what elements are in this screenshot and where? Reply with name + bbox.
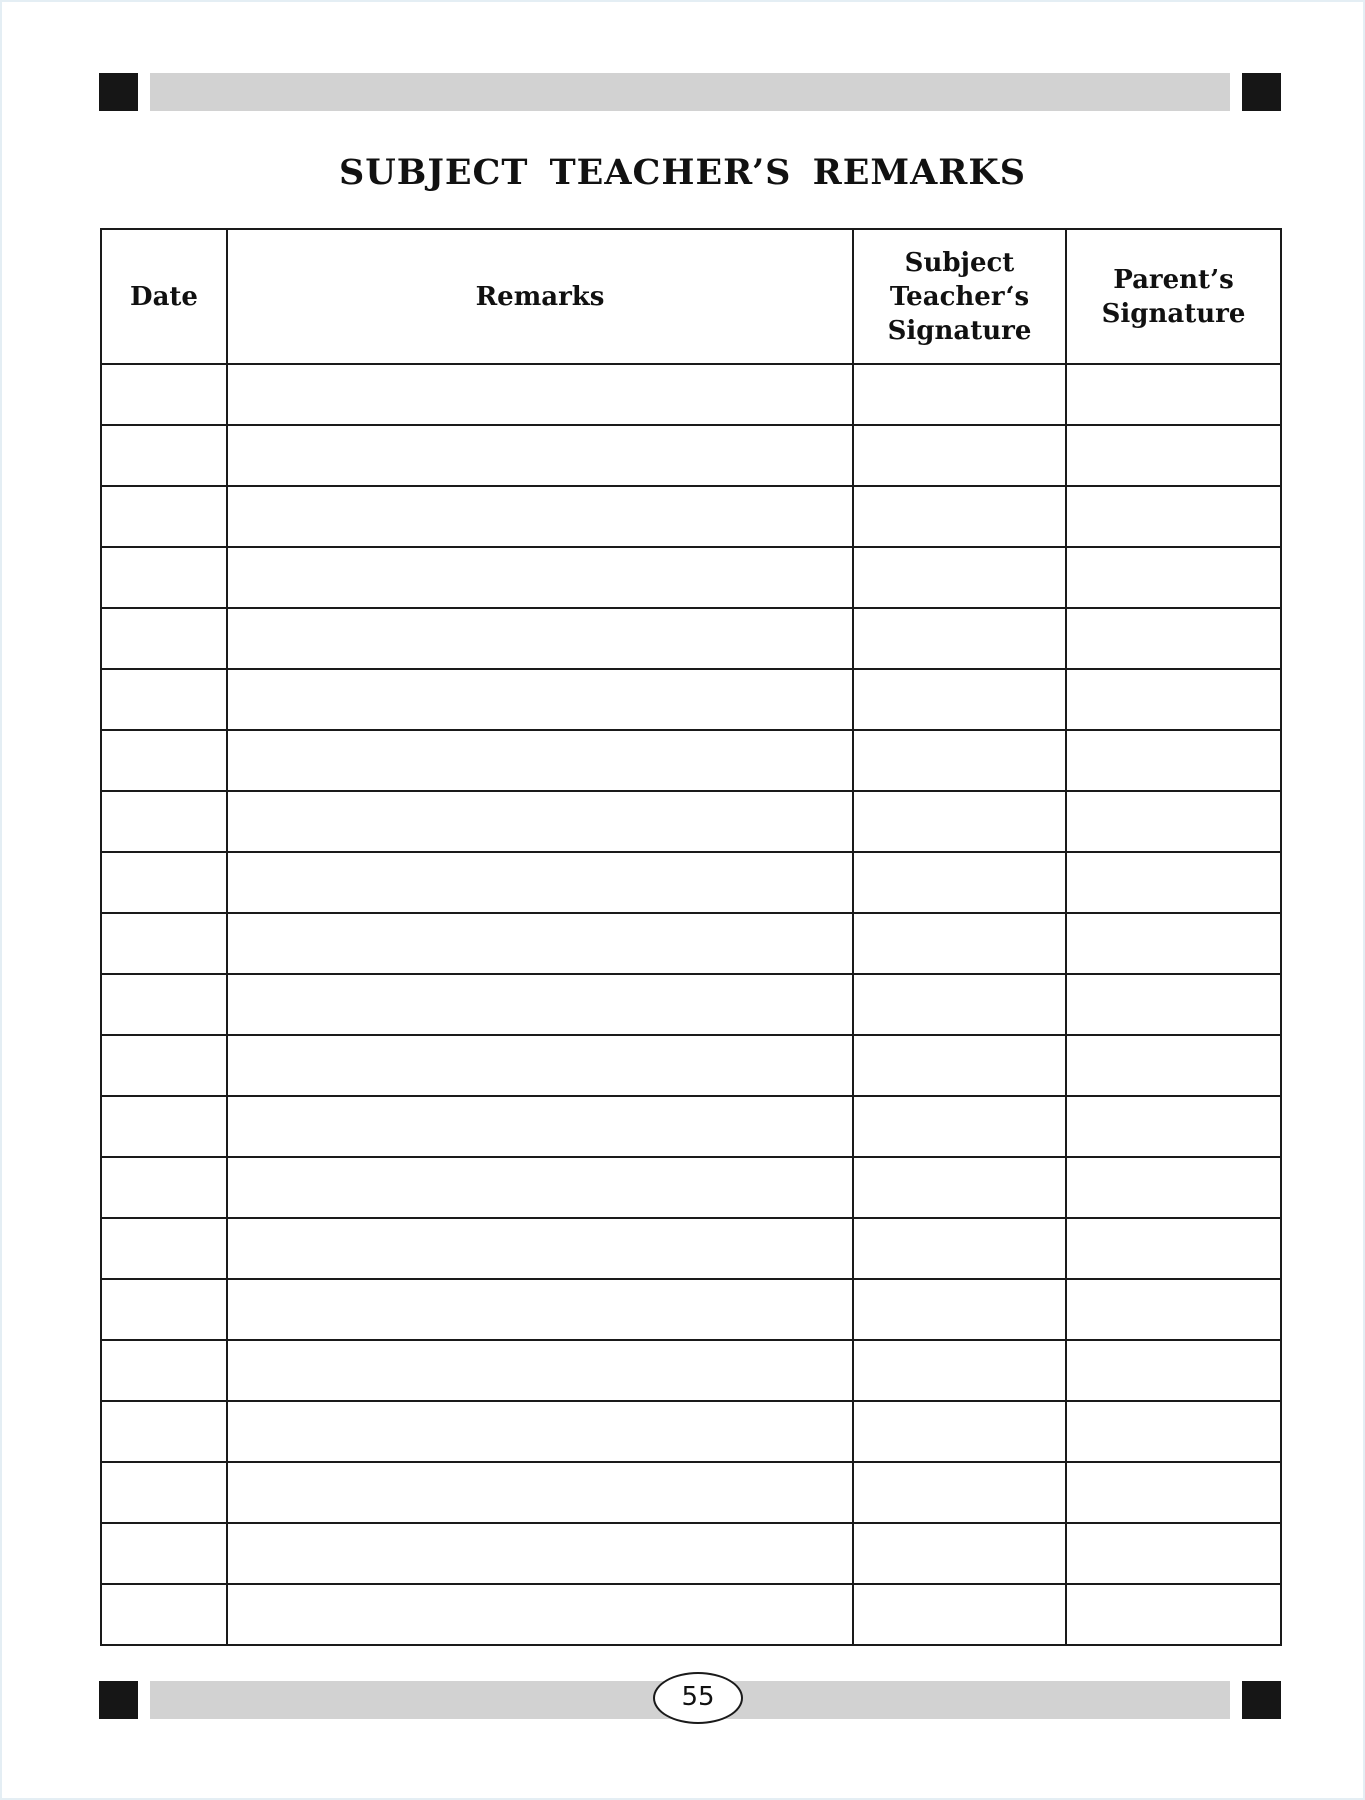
date-cell [101, 547, 227, 608]
remarks-cell [227, 486, 853, 547]
table-row [101, 791, 1281, 852]
date-cell [101, 913, 227, 974]
date-cell [101, 852, 227, 913]
parent-signature-cell [1066, 425, 1281, 486]
parent-signature-cell [1066, 791, 1281, 852]
teacher-signature-cell [853, 1584, 1066, 1645]
teacher-signature-cell [853, 1340, 1066, 1401]
remarks-cell [227, 547, 853, 608]
date-cell [101, 608, 227, 669]
date-cell [101, 730, 227, 791]
date-cell [101, 1462, 227, 1523]
teacher-signature-header-line: Subject [904, 247, 1015, 278]
parent-signature-cell [1066, 852, 1281, 913]
table-row [101, 669, 1281, 730]
teacher-signature-cell [853, 547, 1066, 608]
date-cell [101, 364, 227, 425]
parent-signature-cell [1066, 1401, 1281, 1462]
date-cell [101, 669, 227, 730]
teacher-signature-cell [853, 730, 1066, 791]
table-row [101, 852, 1281, 913]
parent-signature-cell [1066, 1523, 1281, 1584]
parent-signature-cell [1066, 1462, 1281, 1523]
remarks-cell [227, 1462, 853, 1523]
remarks-cell [227, 1584, 853, 1645]
teacher-signature-cell [853, 1462, 1066, 1523]
remarks-table [100, 228, 1282, 1646]
teacher-signature-cell [853, 1096, 1066, 1157]
bottom-right-square [1242, 1681, 1281, 1719]
table-row [101, 1462, 1281, 1523]
parent-signature-cell [1066, 974, 1281, 1035]
teacher-signature-cell [853, 852, 1066, 913]
table-row [101, 1218, 1281, 1279]
table-row [101, 1340, 1281, 1401]
date-cell [101, 1401, 227, 1462]
remarks-cell [227, 730, 853, 791]
table-row [101, 1401, 1281, 1462]
date-cell [101, 1584, 227, 1645]
teacher-signature-cell [853, 974, 1066, 1035]
date-cell [101, 1035, 227, 1096]
remarks-cell [227, 1035, 853, 1096]
header-row [101, 229, 1281, 364]
date-cell [101, 1096, 227, 1157]
date-cell [101, 486, 227, 547]
table-row [101, 1279, 1281, 1340]
remarks-cell [227, 1157, 853, 1218]
date-header-line: Date [130, 281, 198, 312]
parent-signature-column-header [1066, 229, 1281, 364]
teacher-signature-cell [853, 1279, 1066, 1340]
remarks-cell [227, 791, 853, 852]
remarks-header-line: Remarks [475, 281, 605, 312]
table-row [101, 1523, 1281, 1584]
date-cell [101, 1218, 227, 1279]
remarks-column-header [227, 229, 853, 364]
parent-signature-cell [1066, 669, 1281, 730]
top-left-square [99, 73, 138, 111]
date-cell [101, 425, 227, 486]
remarks-cell [227, 425, 853, 486]
top-decorative-band [99, 73, 1281, 111]
top-right-square [1242, 73, 1281, 111]
table-row [101, 1584, 1281, 1645]
date-column-header [101, 229, 227, 364]
top-gray-bar [150, 73, 1230, 111]
table-row [101, 730, 1281, 791]
parent-signature-cell [1066, 1584, 1281, 1645]
teacher-signature-cell [853, 486, 1066, 547]
table-row [101, 974, 1281, 1035]
teacher-signature-cell [853, 1035, 1066, 1096]
date-cell [101, 1157, 227, 1218]
table-row [101, 425, 1281, 486]
bottom-left-square [99, 1681, 138, 1719]
page-number: 55 [653, 1672, 743, 1724]
teacher-signature-header-line: Teacher‘s [889, 281, 1030, 312]
parent-signature-cell [1066, 547, 1281, 608]
parent-signature-cell [1066, 913, 1281, 974]
remarks-cell [227, 1218, 853, 1279]
remarks-cell [227, 669, 853, 730]
teacher-signature-cell [853, 913, 1066, 974]
table-row [101, 1035, 1281, 1096]
date-cell [101, 974, 227, 1035]
parent-signature-cell [1066, 608, 1281, 669]
parent-signature-cell [1066, 1340, 1281, 1401]
remarks-cell [227, 1096, 853, 1157]
table-row [101, 547, 1281, 608]
table-body [101, 364, 1281, 1645]
teacher-signature-cell [853, 669, 1066, 730]
remarks-cell [227, 1340, 853, 1401]
table-row [101, 364, 1281, 425]
parent-signature-cell [1066, 1218, 1281, 1279]
teacher-signature-cell [853, 364, 1066, 425]
date-cell [101, 791, 227, 852]
teacher-signature-cell [853, 1218, 1066, 1279]
remarks-cell [227, 1523, 853, 1584]
parent-signature-cell [1066, 730, 1281, 791]
remarks-cell [227, 852, 853, 913]
parent-signature-header-line: Signature [1101, 298, 1246, 329]
parent-signature-cell [1066, 1096, 1281, 1157]
remarks-cell [227, 1401, 853, 1462]
remarks-cell [227, 608, 853, 669]
teacher-signature-cell [853, 1523, 1066, 1584]
teacher-signature-cell [853, 1401, 1066, 1462]
parent-signature-cell [1066, 1035, 1281, 1096]
table-row [101, 486, 1281, 547]
date-cell [101, 1340, 227, 1401]
table-row [101, 608, 1281, 669]
parent-signature-cell [1066, 364, 1281, 425]
teacher-signature-cell [853, 791, 1066, 852]
table-row [101, 913, 1281, 974]
parent-signature-cell [1066, 1279, 1281, 1340]
remarks-cell [227, 1279, 853, 1340]
remarks-cell [227, 974, 853, 1035]
parent-signature-header-line: Parent’s [1113, 264, 1234, 295]
teacher-signature-cell [853, 425, 1066, 486]
table-row [101, 1157, 1281, 1218]
teacher-signature-cell [853, 1157, 1066, 1218]
parent-signature-cell [1066, 486, 1281, 547]
date-cell [101, 1279, 227, 1340]
teacher-signature-column-header [853, 229, 1066, 364]
parent-signature-cell [1066, 1157, 1281, 1218]
remarks-cell [227, 364, 853, 425]
date-cell [101, 1523, 227, 1584]
page-title: SUBJECT TEACHER’S REMARKS [338, 152, 1027, 193]
table-row [101, 1096, 1281, 1157]
teacher-signature-cell [853, 608, 1066, 669]
remarks-cell [227, 913, 853, 974]
teacher-signature-header-line: Signature [887, 315, 1032, 346]
